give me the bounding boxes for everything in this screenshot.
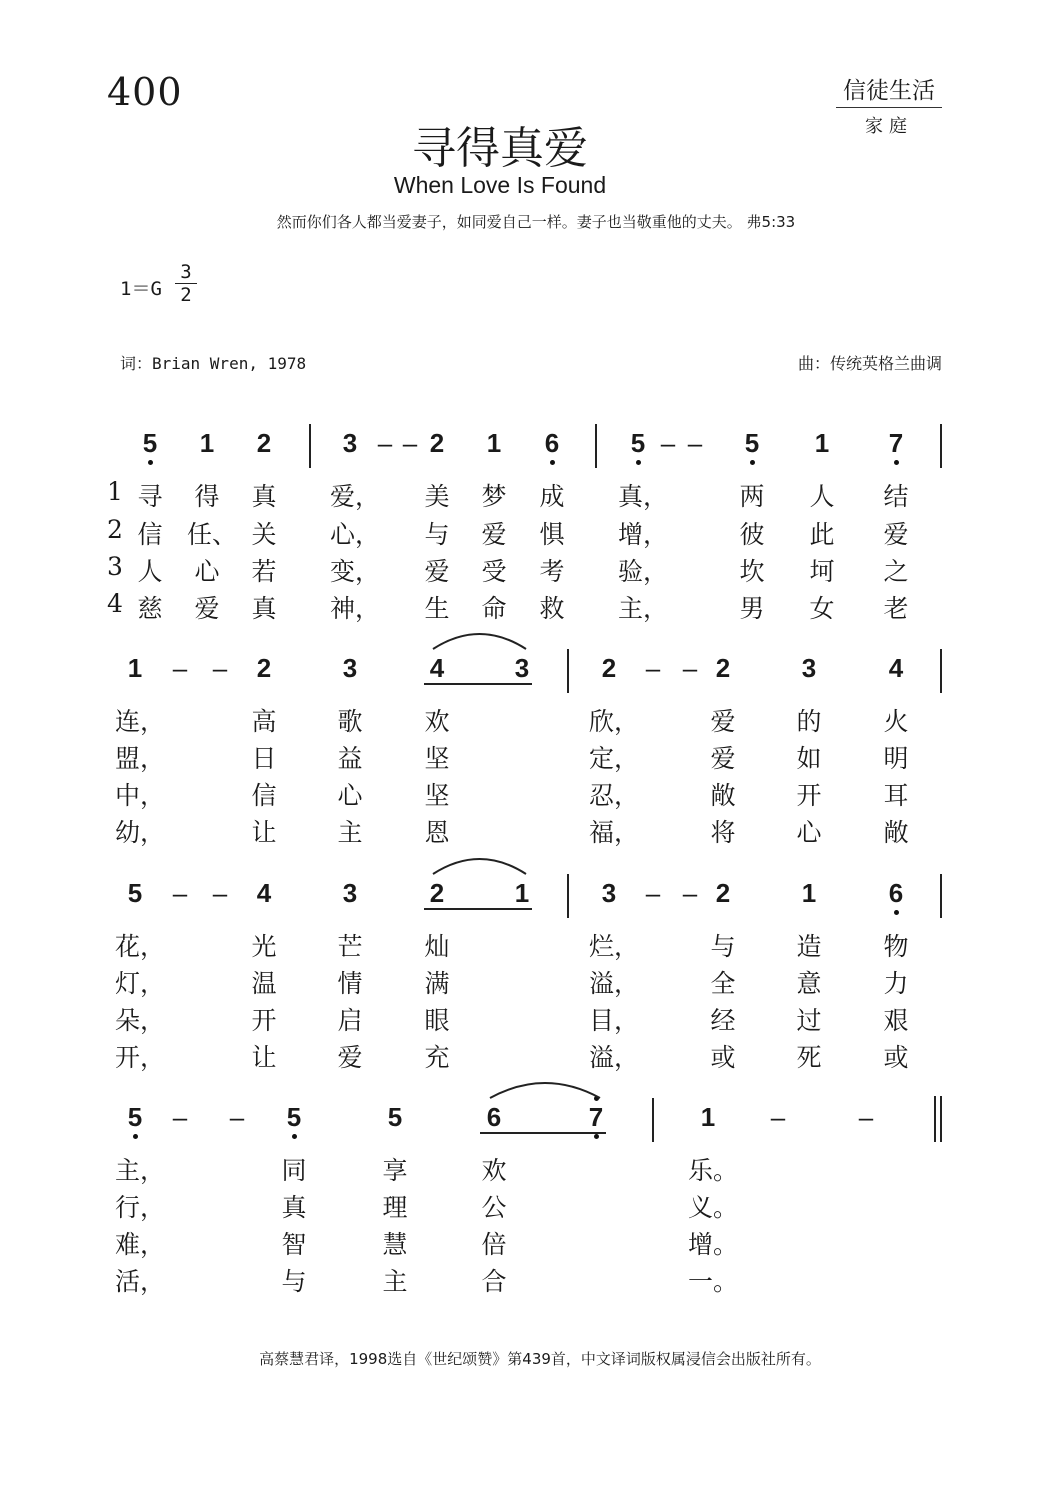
note: 6	[486, 1102, 502, 1132]
note: 2	[715, 878, 731, 908]
note: 5	[127, 1102, 143, 1132]
time-sig-bottom: 2	[175, 283, 197, 306]
duration-dash: –	[212, 653, 228, 683]
lyric-syllable: 若	[251, 557, 277, 586]
lyric-syllable: 目，	[589, 1006, 640, 1035]
lyric-syllable: 梦	[481, 482, 507, 511]
note: 1	[199, 428, 215, 458]
lyric-syllable: 主	[382, 1267, 408, 1296]
duration-dash: –	[172, 1102, 188, 1132]
time-signature	[175, 261, 197, 306]
lyric-syllable: 芒	[337, 932, 363, 961]
lyric-syllable: 与	[710, 932, 736, 961]
beam-underline	[424, 683, 532, 685]
note: 3	[801, 653, 817, 683]
lyric-syllable: 难，	[115, 1230, 166, 1259]
lyric-syllable: 两	[739, 482, 765, 511]
lyric-syllable: 光	[251, 932, 277, 961]
lyric-syllable: 爱	[424, 557, 450, 586]
slur	[488, 1074, 602, 1100]
copyright-footer: 高蔡慧君译，1998选自《世纪颂赞》第439首，中文译词版权属浸信会出版社所有。	[259, 1350, 821, 1368]
lyric-syllable: 爱	[337, 1043, 363, 1072]
duration-dash: –	[682, 653, 698, 683]
lyric-syllable: 同	[281, 1156, 307, 1185]
verse-number: 4	[107, 589, 123, 618]
note: 5	[127, 878, 143, 908]
note: 7	[588, 1102, 604, 1132]
lyric-syllable: 日	[251, 744, 277, 773]
lyric-syllable: 义。	[688, 1193, 739, 1222]
octave-dot-low	[894, 910, 899, 915]
note: 1	[127, 653, 143, 683]
lyric-syllable: 真	[251, 482, 277, 511]
duration-dash: –	[682, 878, 698, 908]
note: 4	[888, 653, 904, 683]
lyric-syllable: 幼，	[115, 818, 166, 847]
lyric-syllable: 心	[194, 557, 220, 586]
lyric-syllable: 全	[710, 969, 736, 998]
lyric-syllable: 信	[137, 520, 163, 549]
lyric-syllable: 连，	[115, 707, 166, 736]
lyric-syllable: 行，	[115, 1193, 166, 1222]
note: 3	[514, 653, 530, 683]
bar-line	[940, 424, 942, 468]
lyric-syllable: 心	[796, 818, 822, 847]
lyric-syllable: 享	[382, 1156, 408, 1185]
octave-dot-low	[894, 460, 899, 465]
subcategory-label: 家庭	[865, 116, 913, 137]
note: 3	[342, 653, 358, 683]
lyric-syllable: 命	[481, 594, 507, 623]
lyric-syllable: 与	[281, 1267, 307, 1296]
time-sig-top: 3	[180, 261, 192, 283]
lyric-syllable: 恩	[424, 818, 450, 847]
lyric-syllable: 增。	[688, 1230, 739, 1259]
duration-dash: –	[660, 428, 676, 458]
lyric-syllable: 心	[337, 781, 363, 810]
lyric-syllable: 主，	[115, 1156, 166, 1185]
lyric-syllable: 如	[796, 744, 822, 773]
note: 3	[342, 428, 358, 458]
title-english: When Love Is Found	[393, 172, 607, 198]
duration-dash: –	[402, 428, 418, 458]
duration-dash: –	[687, 428, 703, 458]
lyric-syllable: 爱	[194, 594, 220, 623]
lyric-syllable: 合	[481, 1267, 507, 1296]
lyric-syllable: 火	[883, 707, 909, 736]
lyric-syllable: 爱	[481, 520, 507, 549]
lyric-syllable: 欢	[481, 1156, 507, 1185]
lyric-syllable: 坎	[739, 557, 765, 586]
lyric-syllable: 过	[796, 1006, 822, 1035]
lyric-syllable: 的	[796, 707, 822, 736]
note: 2	[256, 653, 272, 683]
bar-line	[940, 874, 942, 918]
lyric-syllable: 或	[710, 1043, 736, 1072]
lyric-syllable: 爱	[710, 707, 736, 736]
lyric-syllable: 增，	[618, 520, 669, 549]
lyric-syllable: 欣，	[589, 707, 640, 736]
lyric-syllable: 真，	[618, 482, 669, 511]
bar-line	[595, 424, 597, 468]
lyric-syllable: 眼	[424, 1006, 450, 1035]
lyric-syllable: 一。	[688, 1267, 739, 1296]
bar-line	[309, 424, 311, 468]
lyric-syllable: 考	[539, 557, 565, 586]
lyric-syllable: 主	[337, 818, 363, 847]
lyric-syllable: 灯，	[115, 969, 166, 998]
bar-line	[652, 1098, 654, 1142]
lyricist-credit: 词：Brian Wren, 1978	[120, 354, 307, 373]
lyric-syllable: 让	[251, 818, 277, 847]
key-signature: 1＝G	[120, 278, 162, 300]
lyric-syllable: 关	[251, 520, 277, 549]
lyric-syllable: 慈	[137, 594, 163, 623]
lyric-syllable: 信	[251, 781, 277, 810]
lyric-syllable: 真	[281, 1193, 307, 1222]
octave-dot-low	[550, 460, 555, 465]
note: 1	[700, 1102, 716, 1132]
note: 5	[387, 1102, 403, 1132]
lyric-syllable: 任、	[187, 520, 238, 549]
lyric-syllable: 敞	[883, 818, 909, 847]
lyric-syllable: 开	[251, 1006, 277, 1035]
lyric-syllable: 验，	[618, 557, 669, 586]
note: 5	[142, 428, 158, 458]
category-label: 信徒生活	[836, 72, 942, 108]
lyric-syllable: 之	[883, 557, 909, 586]
lyric-syllable: 彼	[739, 520, 765, 549]
lyric-syllable: 美	[424, 482, 450, 511]
note: 1	[486, 428, 502, 458]
note: 4	[429, 653, 445, 683]
note: 6	[888, 878, 904, 908]
slur	[431, 850, 528, 876]
lyric-syllable: 启	[337, 1006, 363, 1035]
lyric-syllable: 心，	[330, 520, 381, 549]
lyric-syllable: 溢，	[589, 1043, 640, 1072]
lyric-syllable: 结	[883, 482, 909, 511]
lyric-syllable: 花，	[115, 932, 166, 961]
note: 5	[744, 428, 760, 458]
composer-credit: 曲：传统英格兰曲调	[797, 354, 942, 373]
lyric-syllable: 益	[337, 744, 363, 773]
beam-underline	[480, 1132, 606, 1134]
lyric-syllable: 慧	[382, 1230, 408, 1259]
bar-line	[567, 874, 569, 918]
duration-dash: –	[212, 878, 228, 908]
lyric-syllable: 活，	[115, 1267, 166, 1296]
duration-dash: –	[770, 1102, 786, 1132]
lyric-syllable: 生	[424, 594, 450, 623]
lyric-syllable: 惧	[539, 520, 565, 549]
lyric-syllable: 福，	[589, 818, 640, 847]
lyric-syllable: 定，	[589, 744, 640, 773]
lyric-syllable: 溢，	[589, 969, 640, 998]
lyric-syllable: 或	[883, 1043, 909, 1072]
octave-dot-low	[148, 460, 153, 465]
lyric-syllable: 坚	[424, 781, 450, 810]
lyric-syllable: 老	[883, 594, 909, 623]
beam-underline	[424, 908, 532, 910]
lyric-syllable: 经	[710, 1006, 736, 1035]
verse-number: 3	[107, 552, 123, 581]
note: 2	[256, 428, 272, 458]
lyric-syllable: 女	[809, 594, 835, 623]
lyric-syllable: 人	[809, 482, 835, 511]
note: 7	[888, 428, 904, 458]
lyric-syllable: 男	[739, 594, 765, 623]
lyric-syllable: 让	[251, 1043, 277, 1072]
lyric-syllable: 充	[424, 1043, 450, 1072]
lyric-syllable: 耳	[883, 781, 909, 810]
lyric-syllable: 智	[281, 1230, 307, 1259]
note: 2	[429, 878, 445, 908]
octave-dot-low	[636, 460, 641, 465]
lyric-syllable: 明	[883, 744, 909, 773]
note: 6	[544, 428, 560, 458]
note: 1	[814, 428, 830, 458]
title-chinese: 寻得真爱	[412, 123, 588, 174]
lyric-syllable: 救	[539, 594, 565, 623]
bar-line	[934, 1096, 936, 1142]
note: 3	[342, 878, 358, 908]
duration-dash: –	[377, 428, 393, 458]
lyric-syllable: 开	[796, 781, 822, 810]
lyric-syllable: 朵，	[115, 1006, 166, 1035]
verse-number: 1	[107, 477, 123, 506]
note: 2	[601, 653, 617, 683]
lyric-syllable: 爱，	[330, 482, 381, 511]
verse-number: 2	[107, 515, 123, 544]
lyric-syllable: 开，	[115, 1043, 166, 1072]
lyric-syllable: 意	[796, 969, 822, 998]
note: 1	[801, 878, 817, 908]
lyric-syllable: 歌	[337, 707, 363, 736]
scripture-verse: 然而你们各人都当爱妻子，如同爱自己一样。妻子也当敬重他的丈夫。 弗5:33	[276, 213, 796, 231]
lyric-syllable: 公	[481, 1193, 507, 1222]
hymn-number: 400	[107, 70, 183, 114]
lyric-syllable: 坚	[424, 744, 450, 773]
lyric-syllable: 成	[539, 482, 565, 511]
lyric-syllable: 理	[382, 1193, 408, 1222]
duration-dash: –	[229, 1102, 245, 1132]
bar-line	[567, 649, 569, 693]
slur	[431, 625, 528, 651]
note: 2	[429, 428, 445, 458]
lyric-syllable: 满	[424, 969, 450, 998]
duration-dash: –	[645, 653, 661, 683]
lyric-syllable: 灿	[424, 932, 450, 961]
lyric-syllable: 将	[710, 818, 736, 847]
lyric-syllable: 敞	[710, 781, 736, 810]
lyric-syllable: 倍	[481, 1230, 507, 1259]
lyric-syllable: 此	[809, 520, 835, 549]
lyric-syllable: 欢	[424, 707, 450, 736]
lyric-syllable: 造	[796, 932, 822, 961]
bar-line	[940, 649, 942, 693]
lyric-syllable: 神，	[330, 594, 381, 623]
lyric-syllable: 爱	[710, 744, 736, 773]
lyric-syllable: 情	[337, 969, 363, 998]
lyric-syllable: 得	[194, 482, 220, 511]
note: 5	[286, 1102, 302, 1132]
lyric-syllable: 艰	[883, 1006, 909, 1035]
lyric-syllable: 坷	[809, 557, 835, 586]
lyric-syllable: 死	[796, 1043, 822, 1072]
lyric-syllable: 忍，	[589, 781, 640, 810]
lyric-syllable: 烂，	[589, 932, 640, 961]
lyric-syllable: 主，	[618, 594, 669, 623]
octave-dot-low	[292, 1134, 297, 1139]
duration-dash: –	[858, 1102, 874, 1132]
note: 5	[630, 428, 646, 458]
lyric-syllable: 寻	[137, 482, 163, 511]
bar-line	[940, 1096, 942, 1142]
lyric-syllable: 高	[251, 707, 277, 736]
lyric-syllable: 温	[251, 969, 277, 998]
duration-dash: –	[645, 878, 661, 908]
lyric-syllable: 人	[137, 557, 163, 586]
lyric-syllable: 盟，	[115, 744, 166, 773]
lyric-syllable: 中，	[115, 781, 166, 810]
lyric-syllable: 爱	[883, 520, 909, 549]
lyric-syllable: 变，	[330, 557, 381, 586]
octave-dot-low	[594, 1134, 599, 1139]
note: 1	[514, 878, 530, 908]
lyric-syllable: 与	[424, 520, 450, 549]
note: 3	[601, 878, 617, 908]
note: 2	[715, 653, 731, 683]
lyric-syllable: 力	[883, 969, 909, 998]
duration-dash: –	[172, 878, 188, 908]
lyric-syllable: 真	[251, 594, 277, 623]
lyric-syllable: 乐。	[688, 1156, 739, 1185]
lyric-syllable: 受	[481, 557, 507, 586]
note: 4	[256, 878, 272, 908]
lyric-syllable: 物	[883, 932, 909, 961]
duration-dash: –	[172, 653, 188, 683]
octave-dot-low	[133, 1134, 138, 1139]
octave-dot-low	[750, 460, 755, 465]
